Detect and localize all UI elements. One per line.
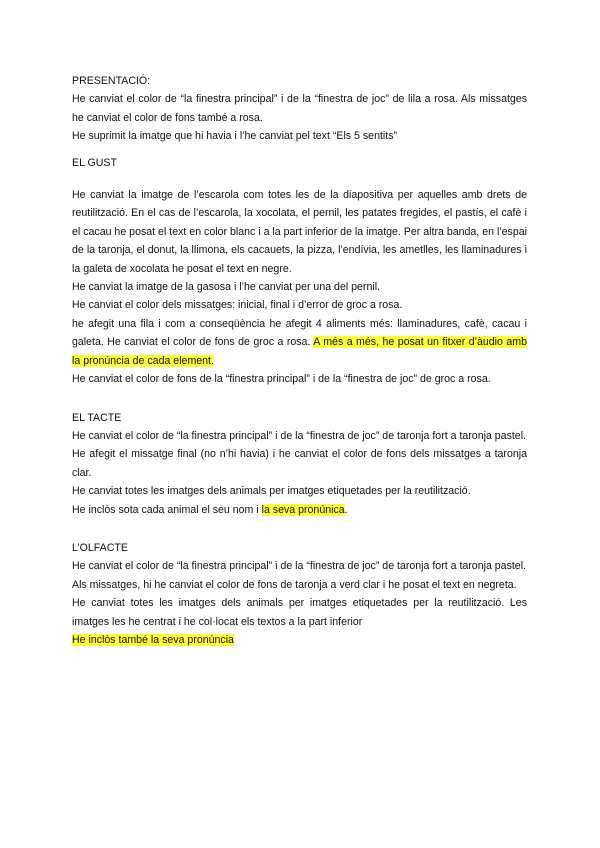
paragraph-text: He inclòs sota cada animal el seu nom i (72, 503, 262, 516)
paragraph: He canviat totes les imatges dels animals per imatges etiquetades per la reutilització. Les imatges les he centrat i he col·locat els textos a la part inferior (72, 597, 527, 628)
paragraph: He canviat el color de fons de la “finestra principal” i de la “finestra de joc” de groc a rosa. (72, 373, 491, 386)
paragraph: He suprimit la imatge que hi havia i l’he canviat pel text “Els 5 sentits” (72, 130, 398, 143)
paragraph: He canviat totes les imatges dels animals per imatges etiquetades per la reutilització. (72, 485, 471, 498)
paragraph (72, 501, 527, 519)
paragraph: He canviat la imatge de la gasosa i l’he canviat per una del pernil. (72, 281, 380, 294)
paragraph: He canviat el color de “la finestra principal” i de la “finestra de joc” de lila a rosa. Als missatges he canviat el color de fons també a rosa. (72, 93, 527, 124)
paragraph: He canviat el color de “la finestra principal” i de la “finestra de joc” de taronja fort a taronja pastel. (72, 429, 526, 442)
heading-gust: EL GUST (72, 156, 117, 169)
paragraph: He canviat el color dels missatges: inicial, final i d’error de groc a rosa. (72, 299, 403, 312)
heading-tacte: EL TACTE (72, 411, 122, 424)
document-body (72, 72, 527, 649)
paragraph: He canviat el color de “la finestra principal” i de la “finestra de joc” de taronja fort a taronja pastel. (72, 560, 526, 573)
paragraph-text: he afegit una fila i com a conseqüència he afegit 4 aliments més: llaminadures, cafè, cacau i galeta. He canviat el color de fons de groc a rosa. (72, 317, 527, 349)
paragraph (72, 315, 527, 370)
heading-olfacte: L’OLFACTE (72, 541, 128, 554)
paragraph: Als missatges, hi he canviat el color de fons de taronja a verd clar i he posat el text en negreta. (72, 578, 517, 591)
highlighted-text: A més a més, he posat un fitxer d’àudio amb la pronúncia de cada element. (72, 336, 528, 367)
paragraph (72, 631, 527, 649)
paragraph: He canviat la imatge de l’escarola com totes les de la diapositiva per aquelles amb drets de reutilització. En el cas de l’escarola, la xocolata, el pernil, les patates fregides, el pastís, el cafè i el cacau he posat el text en color blanc i a la part inferior de la imatge. Per altra banda, en l’espai de la taronja, el donut, la llimona, els cacauets, la pizza, l’endívia, les ametlles, les llaminadures i la galeta de xocolata he posat el text en negre. (72, 189, 527, 275)
highlighted-text: la seva pronúnica (261, 503, 345, 516)
paragraph-text: . (344, 503, 348, 516)
paragraph: He afegit el missatge final (no n’hi havia) i he canviat el color de fons dels missatges a taronja clar. (72, 448, 527, 479)
highlighted-text: He inclòs també la seva pronúncia (72, 633, 234, 646)
heading-presentacio: PRESENTACIÓ: (72, 75, 151, 87)
